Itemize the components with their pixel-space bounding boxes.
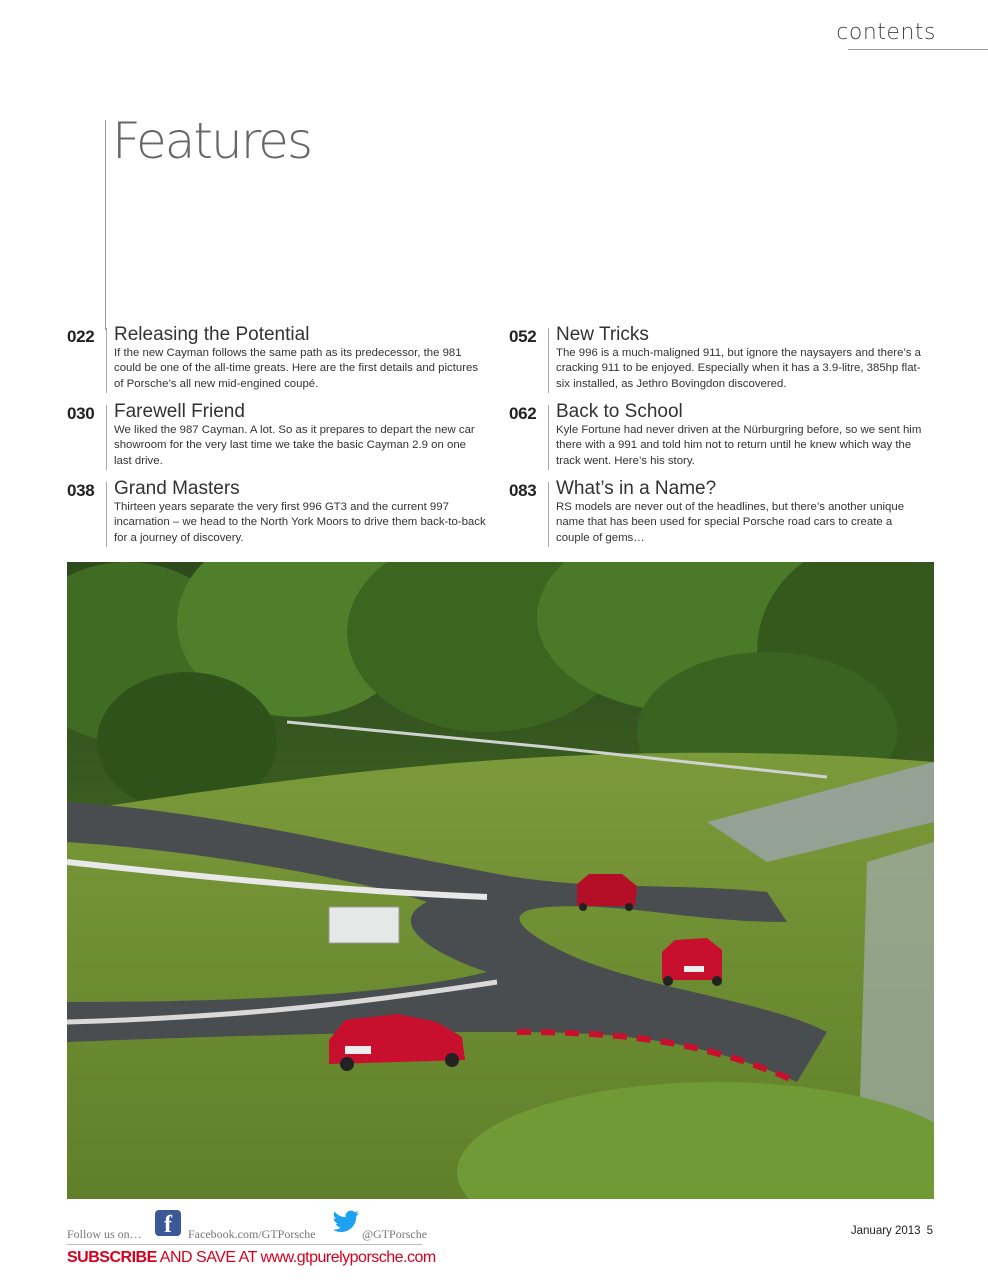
facebook-icon[interactable]: f — [155, 1210, 181, 1236]
page-number: 083 — [509, 481, 537, 500]
subscribe-label: SUBSCRIBE — [67, 1249, 157, 1266]
entry-title: Releasing the Potential — [114, 324, 310, 345]
page-number: 038 — [67, 481, 95, 500]
contents-entry[interactable] — [509, 324, 921, 403]
red-sports-car — [577, 874, 637, 911]
race-track-illustration — [67, 562, 934, 1199]
entry-divider — [548, 405, 549, 470]
follow-label: Follow us on… — [67, 1227, 142, 1241]
entry-description: Thirteen years separate the very first 996 GT3 and the current 997 incarnation – we head to the North York Moors to drive them back-to-back for a journey of discovery. — [114, 501, 486, 544]
red-sports-car — [662, 938, 722, 986]
entry-description: Kyle Fortune had never driven at the Nürburgring before, so we sent him there with a 991 and told him not to return until he knew which way the track went. Here’s his story. — [556, 424, 922, 467]
section-label: contents — [836, 20, 936, 45]
entry-description: RS models are never out of the headlines, but there’s another unique name that has been used for special Porsche road cars to create a couple of gems… — [556, 501, 905, 544]
entry-title: What’s in a Name? — [556, 478, 717, 499]
entry-title: Farewell Friend — [114, 401, 245, 422]
page-number: 052 — [509, 327, 537, 346]
contents-entry[interactable] — [509, 480, 909, 557]
contents-entry[interactable] — [67, 401, 475, 480]
folio-number: 5 — [926, 1225, 933, 1237]
page-title: Features — [112, 112, 311, 170]
entry-description: If the new Cayman follows the same path as its predecessor, the 981 could be one of the all-time greats. Here are the first details and pictures of Porsche’s all new mid-engined coupé. — [114, 347, 479, 390]
entry-divider — [106, 405, 107, 470]
section-rule — [848, 49, 988, 50]
entry-divider — [106, 482, 107, 547]
entry-divider — [106, 328, 107, 393]
contents-column-right — [509, 324, 922, 557]
subscribe-text: AND SAVE AT www.gtpurelyporsche.com — [156, 1249, 436, 1266]
page-number: 030 — [67, 404, 95, 423]
contents-entry[interactable] — [509, 401, 922, 480]
page-number: 062 — [509, 404, 537, 423]
page-number: 022 — [67, 327, 95, 346]
entry-title: New Tricks — [556, 324, 649, 345]
contents-column-left — [67, 324, 486, 557]
contents-entry[interactable] — [67, 324, 479, 403]
subscribe-banner[interactable] — [67, 1249, 436, 1267]
entry-title: Grand Masters — [114, 478, 240, 499]
entry-description: The 996 is a much-maligned 911, but ignore the naysayers and there’s a cracking 911 to be enjoyed. Especially when it has a 3.9-litre, 385hp flat-six installed, as Jethro Bovingdon discovered. — [556, 347, 921, 390]
twitter-icon[interactable] — [330, 1210, 360, 1236]
entry-divider — [548, 482, 549, 547]
twitter-handle[interactable]: @GTPorsche — [362, 1227, 428, 1241]
contents-entry[interactable] — [67, 478, 486, 557]
entry-title: Back to School — [556, 401, 683, 422]
issue-footer — [851, 1225, 933, 1237]
track-sign — [329, 907, 399, 943]
title-rule — [105, 120, 106, 330]
entry-description: We liked the 987 Cayman. A lot. So as it prepares to depart the new car showroom for the very last time we take the basic Cayman 2.9 on one last drive. — [114, 424, 475, 467]
footer-rule — [67, 1244, 422, 1245]
entry-divider — [548, 328, 549, 393]
race-track-photo — [67, 562, 934, 1199]
facebook-link[interactable]: Facebook.com/GTPorsche — [188, 1227, 316, 1241]
issue-date: January 2013 — [850, 1225, 921, 1237]
